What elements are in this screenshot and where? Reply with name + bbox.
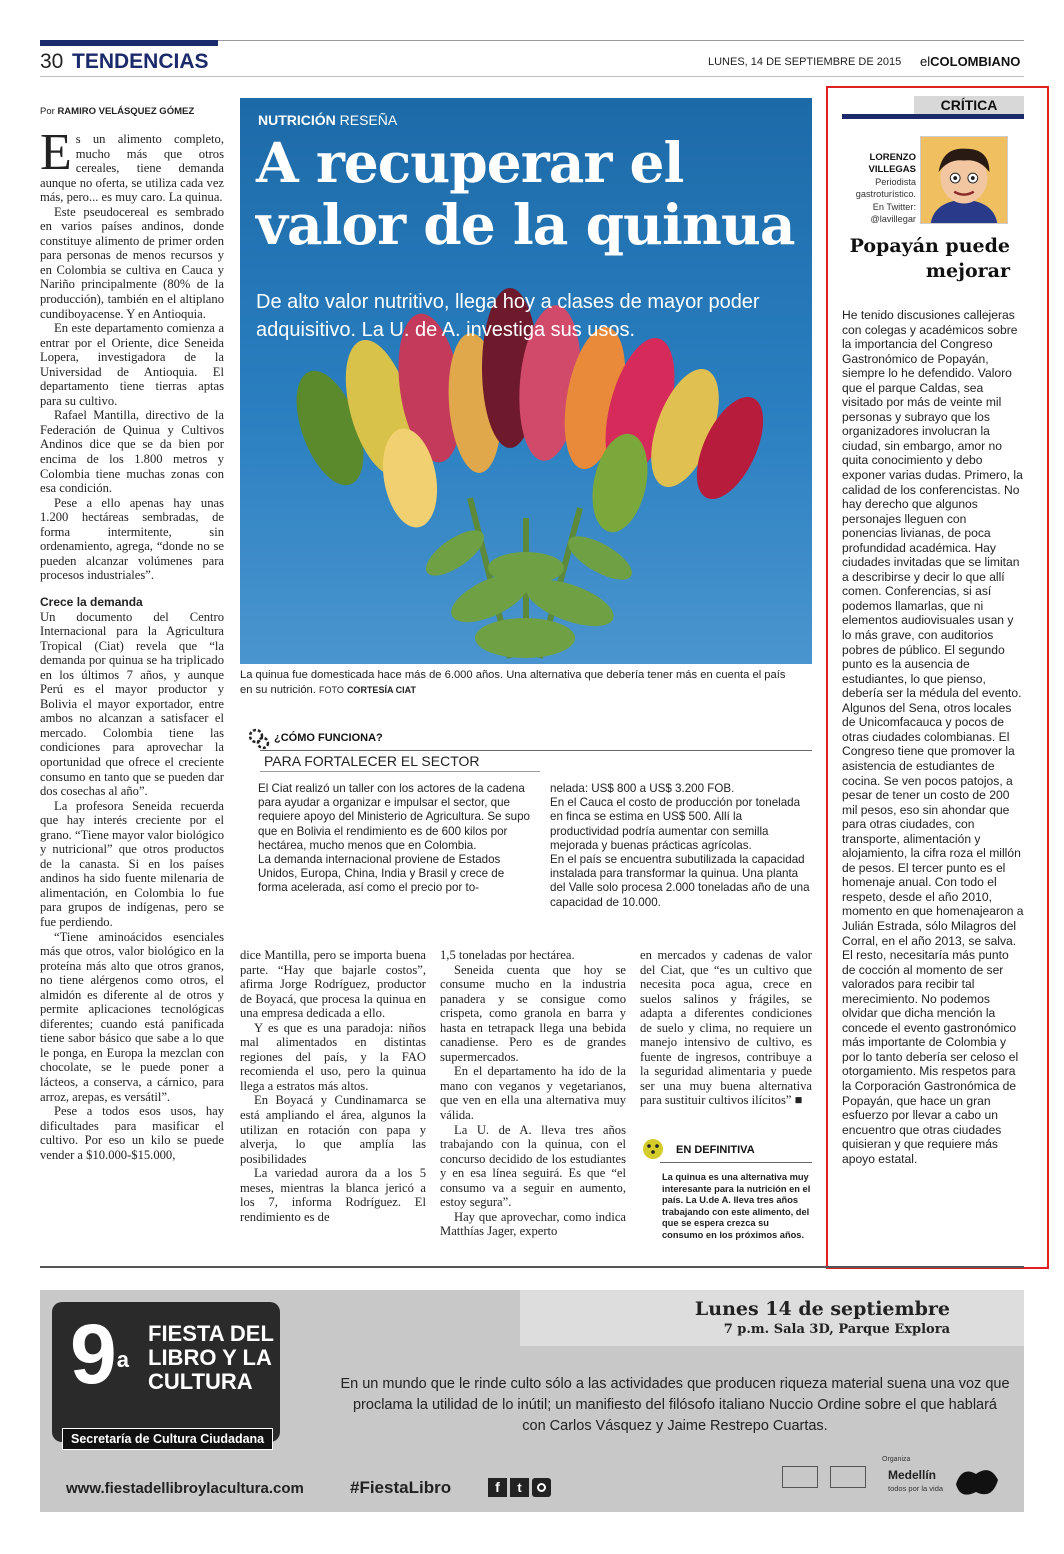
hero-deck: De alto valor nutritivo, llega hoy a clases de mayor poder adquisitivo. La U. de A. investiga sus usos.: [256, 291, 760, 341]
paragraph: La profesora Seneida recuerda que hay interés creciente por el grano. “Tiene mayor valor biológico y nutricional” que otros productos de la canasta. Si en los países andinos ha sido fuente milenaria de alimentación, en Colombia lo fue para grupos de indígenas, pero se fue perdiendo.: [40, 798, 224, 929]
como-funciona-col2: nelada: US$ 800 a US$ 3.200 FOB. En el Cauca el costo de producción por tonelada en finca se estima en US$ 500. Allí la productividad podría aumentar con semilla mejorada y buenas prácticas agrícolas. En el país se encuentra subutilizada la capacidad instalada para transformar la quinua. Una planta del Valle solo procesa 2.000 toneladas año de una capacidad de 10.000.: [550, 782, 810, 909]
sponsor-logo: [782, 1466, 818, 1488]
section-title: TENDENCIAS: [72, 50, 209, 73]
medellin-logo-icon: [952, 1462, 1002, 1502]
ad-medellin-sub: todos por la vida: [888, 1484, 944, 1493]
ad-org-label: Organiza: [882, 1456, 911, 1463]
critica-bio: [842, 176, 916, 226]
critica-label: CRÍTICA: [914, 96, 1024, 114]
instagram-icon: [532, 1478, 551, 1497]
paragraph: “Tiene aminoácidos esenciales más que otros, valor biológico en la proteína más alto que otros granos, no tiene alérgenos como otros, el almidón es diferente al de otros y permite aplicaciones tecnológicas diferentes; cuando está panificada tiene sabor básico que sabe a lo que le ponga, en Europa la mezclan con chocolate, se le puede poner a lácteos, a conserva, a cárnico, para arroz, arepas, es versátil”.: [40, 929, 224, 1104]
paragraph: En el departamento ha ido de la mano con veganos y vegetarianos, que ven en ella una alternativa muy válida.: [440, 1064, 626, 1123]
critica-headline: Popayán puede mejorar: [849, 235, 1010, 282]
author-avatar: [920, 136, 1008, 224]
ad-secretaria: Secretaría de Cultura Ciudadana: [62, 1428, 273, 1450]
header-bottom-rule: [40, 76, 1024, 77]
byline: [40, 106, 194, 117]
byline-author: RAMIRO VELÁSQUEZ GÓMEZ: [57, 106, 195, 117]
sponsor-logos: [782, 1466, 882, 1496]
facebook-icon: f: [488, 1478, 507, 1497]
paragraph: La U. de A. lleva tres años trabajando con la quinua, con el concurso decidido de los estudiantes y en esa línea seguirá. Es que “el consumo va a seguir en aumento, estoy segura”.: [440, 1122, 626, 1210]
twitter-icon: t: [510, 1478, 529, 1497]
paragraph: Hay que aprovechar, como indica Matthías Jager, experto: [440, 1209, 626, 1239]
page-number: 30: [40, 50, 64, 73]
ad-hashtag: #FiestaLibro: [350, 1478, 452, 1497]
article-col2: [240, 948, 426, 1224]
paragraph: en mercados y cadenas de valor del Ciat, que “es un cultivo que necesita poca agua, crece en suelos salinos y frágiles, se adapta a diferentes condiciones de suelo y clima, no requiere un manejo intensivo de cultivo, es fuente de ingresos, contribuye a la seguridad alimentaria y puede ser una muy buena alternativa para sustituir cultivos ilícitos” ■: [640, 948, 812, 1108]
hero-headline: A recuperar el valor de la quinua: [256, 130, 795, 257]
critica-bar: [842, 114, 1024, 119]
paragraph: s un alimento completo, mucho más que otros cereales, tiene demanda aunque no oferta, se utiliza cada vez más, pero... es muy caro. La quinua.: [40, 132, 224, 205]
paragraph: Pese a ello apenas hay unas 1.200 hectáreas sembradas, de forma intermitente, sin ordenamiento, agrega, “donde no se pueden alcanzar volúmenes para procesos industriales”.: [40, 495, 224, 583]
gears-icon: [248, 728, 270, 750]
paragraph: Seneida cuenta que hoy se consume mucho en la industria panadera y se consigue como crispeta, como granola en barra y hasta en tetrapack llega una bebida canadiense. Pero es de grandes supermercados.: [440, 962, 626, 1064]
masthead-prefix: el: [920, 54, 931, 69]
masthead-name: COLOMBIANO: [930, 54, 1021, 69]
como-funciona-label: ¿CÓMO FUNCIONA?: [274, 732, 383, 744]
article-lead: [40, 124, 224, 205]
section-bar: [40, 40, 218, 46]
masthead: [920, 54, 1020, 69]
article-subhead: Crece la demanda: [40, 594, 143, 609]
article-col3: [440, 948, 626, 1239]
ad-medellin: Medellín: [888, 1468, 937, 1482]
paragraph: Un documento del Centro Internacional para la Agricultura Tropical (Ciat) revela que “la demanda por quinua se ha triplicado en los últimos 7 años, y aunque Perú es el mayor productor y Bolivia el mayor exportador, entre ambos no alcanzan a satisfacer el mercado. Colombia tiene las condiciones para aprovechar la oportunidad que ofrece el creciente consumo en tanto que se pueden dar dos cosechas al año”.: [40, 609, 224, 799]
paragraph: Rafael Mantilla, directivo de la Federación de Quinua y Cultivos Andinos dice que se da bien por encima de los 1.800 metros y Colombia tiene muchas zonas con esa condición.: [40, 408, 224, 496]
byline-prefix: Por: [40, 106, 55, 117]
ad-url: www.fiestadellibroylacultura.com: [66, 1480, 304, 1497]
article-col4: [640, 948, 812, 1108]
paragraph: En este departamento comienza a entrar por el Oriente, dice Seneida Lopera, investigadora de la Universidad de Antioquia. El departamento tiene tierras aptas para su cultivo.: [40, 321, 224, 408]
photo-credit: CORTESÍA CIAT: [346, 685, 416, 695]
como-funciona-col1: El Ciat realizó un taller con los actores de la cadena para ayudar a organizar e impulsar el sector, que requiere apoyo del Ministerio de Agricultura. Se supo que en Bolivia el rendimiento es de 600 kilos por hectárea, mucho menos que en Colombia. La demanda internacional proviene de Estados Unidos, Europa, China, India y Brasil y crece de forma acelerada, así como el precio por to-: [258, 782, 530, 895]
como-funciona-title: PARA FORTALECER EL SECTOR: [264, 753, 480, 769]
bio-line: En Twitter:: [872, 201, 916, 212]
bio-line: @lavillegar: [870, 214, 916, 225]
en-definitiva-rule: [660, 1162, 812, 1163]
bio-line: Periodista: [875, 177, 916, 187]
paragraph: 1,5 toneladas por hectárea.: [440, 948, 575, 962]
ad-number: [70, 1307, 129, 1401]
paragraph: En Boyacá y Cundinamarca se está ampliando el área, algunos la utilizan en rotación con papa y alverja, lo que amplía las posibilidades: [240, 1093, 426, 1166]
bio-line: gastroturístico.: [855, 189, 916, 200]
paragraph: Pese a todos esos usos, hay dificultades para masificar el cultivo. Por eso un kilo se puede vender a $10.000-$15.000,: [40, 1104, 224, 1162]
definitiva-icon: [642, 1138, 664, 1160]
ad-logo-text: [148, 1322, 274, 1394]
critica-author: LORENZO VILLEGAS: [868, 152, 916, 175]
drop-cap: E: [40, 124, 72, 181]
logo-line: CULTURA: [148, 1369, 253, 1394]
ad-number-digit: 9: [70, 1307, 117, 1401]
foto-label: FOTO: [318, 685, 344, 695]
ad-top-rule: [40, 1266, 1024, 1268]
hero-photo: [240, 98, 812, 664]
como-funciona-rule: [260, 750, 812, 751]
photo-caption: [240, 668, 800, 698]
en-definitiva-text: La quinua es una alternativa muy interesante para la nutrición en el país. La U.de A. lleva tres años trabajando con este alimento, del que se espera crezca su consumo en los próximos años.: [662, 1172, 811, 1240]
paragraph: Este pseudocereal es sembrado en varios países andinos, donde constituye alimento de primer orden para personas de menos recursos y en Colombia se cultiva en Cauca y Nariño principalmente (80% de la producción), también en el altiplano cundiboyacense. Y en Antioquia.: [40, 204, 224, 321]
sponsor-logo: [830, 1466, 866, 1488]
ad-date: Lunes 14 de septiembre: [694, 1298, 950, 1320]
critica-body: He tenido discusiones callejeras con colegas y académicos sobre la importancia del Congreso Gastronómico de Popayán, siempre lo he defendido. Valoro que el parque Caldas, sea visitado por más de veinte mil personas y subrayo que los organizadores involucran la ciudad, sin embargo, amor no quita conocimiento y debo exponer varias dudas. Primero, la calidad de los conferencistas. No hay derecho que algunos personajes lleguen con ponencias livianas, de poca profundidad académica. Hay ciudades invitadas que se limitan a describirse y decir lo que allí comen. Conferencias, si así podemos llamarlas, que ni elementos audiovisuales usan y lo más grave, con auditorios pobres de público. El segundo punto es la ausencia de estudiantes, lo que pienso, debería ser la médula del evento. Algunos del Sena, otros locales de Unicomfacauca y pocos de otras ciudades colombianas. El Congreso tiene que promover la asistencia de estudiantes de cocina. Se ven pocos patojos, a pesar de tener un costo de 200 mil pesos, eso sin ahondar que para otras ciudades, con transporte, alimentación y alojamiento, la cifra roza el millón de pesos. El tercer punto es el homenaje anual. Con todo el respeto, desde el año 2010, momento en que homenajearon a Julián Estrada, sólo Milagros del Corral, en el año 2013, se salva. El resto, necesitaría más punto de cocción al momento de ser valorados para recibir tal merecimiento. No podemos olvidar que dicha mención la concede el evento gastronómico más importante de Colombia y por lo tanto debería ser celoso el otorgamiento. Mis respetos para la Corporación Gastronómica de Popayán, que hace un gran esfuerzo por llevar a cabo un encuentro que otras ciudades quisieran y que requiere más apoyo estatal.: [842, 308, 1024, 1166]
ad-banner: [40, 1290, 1024, 1512]
ad-time-place: 7 p.m. Sala 3D, Parque Explora: [723, 1322, 950, 1337]
en-definitiva-box: [640, 1136, 812, 1246]
ad-body: En un mundo que le rinde culto sólo a las actividades que producen riqueza material suena una voz que proclama la utilidad de lo inútil; un manifiesto del filósofo italiano Nuccio Ordine sobre el que hablará con Carlos Vásquez y Jaime Restrepo Cuartas.: [340, 1376, 1010, 1434]
en-definitiva-label: EN DEFINITIVA: [676, 1144, 755, 1156]
logo-line: FIESTA DEL: [148, 1321, 274, 1346]
paragraph: Y es que es una paradoja: niños mal alimentados en distintas regiones del país, y la FAO recomienda el uso, pero la quinua llega a estratos más altos.: [240, 1020, 426, 1093]
kicker-topic: NUTRICIÓN: [258, 112, 336, 128]
paragraph: dice Mantilla, pero se importa buena parte. “Hay que bajarle costos”, afirma Jorge Rodríguez, productor de Boyacá, que procesa la quinua en una empresa dedicada a ello.: [240, 948, 426, 1021]
como-funciona-box: [240, 720, 812, 934]
como-funciona-rule-2: [260, 771, 540, 772]
kicker-type: RESEÑA: [339, 112, 398, 128]
caption-text: La quinua fue domesticada hace más de 6.000 años. Una alternativa que debería tener más en cuenta el país en su nutrición.: [240, 669, 786, 696]
hero-kicker: [258, 112, 397, 128]
logo-line: LIBRO Y LA: [148, 1345, 272, 1370]
header-date: LUNES, 14 DE SEPTIEMBRE DE 2015: [708, 56, 902, 68]
article-col1: [40, 124, 224, 1162]
paragraph: La variedad aurora da a los 5 meses, mientras la blanca jericó a los 7, informa Rodríguez. El rendimiento es de: [240, 1166, 426, 1224]
ad-ordinal: a: [116, 1347, 129, 1372]
